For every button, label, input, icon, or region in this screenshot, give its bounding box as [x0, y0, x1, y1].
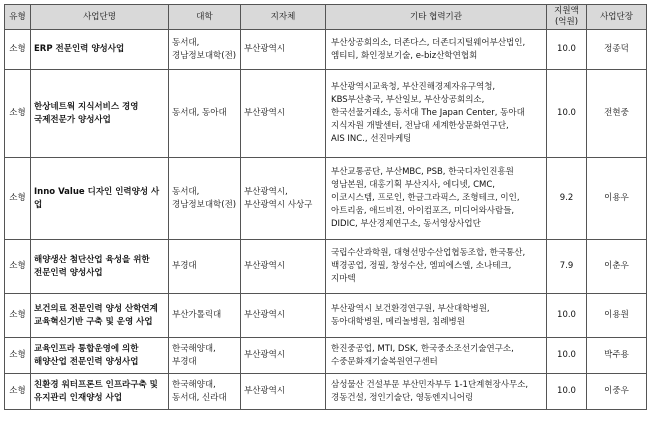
project-name-cell-line: 해양생산 첨단산업 육성을 위한 — [34, 254, 150, 265]
header-row — [5, 5, 647, 30]
partners-cell-line: 부산광역시교육청, 부산진해경제자유구역청, — [331, 82, 496, 92]
project-name-cell — [31, 338, 169, 374]
partners-cell-line: 한진중공업, MTI, DSK, 한국중소조선기술연구소, — [331, 343, 514, 354]
header-type: 유형 — [5, 5, 31, 30]
partners-cell-line: DIDIC, 부산경제연구소, 동서영상사업단 — [331, 219, 481, 229]
project-name-cell — [31, 70, 169, 158]
partners-cell-line: 동아대학병원, 메리놀병원, 침례병원 — [331, 316, 465, 327]
partners-cell-line: 국립수산과학원, 대형선망수산업협동조합, 한국통산, — [331, 248, 526, 258]
amount-cell: 10.0 — [547, 30, 587, 70]
amount-cell: 10.0 — [547, 374, 587, 410]
table-row — [5, 240, 647, 294]
type-cell: 소형 — [5, 374, 31, 410]
project-name-cell-line: 한상네트웍 지식서비스 경영 — [34, 101, 139, 112]
amount-cell: 7.9 — [547, 240, 587, 294]
type-cell: 소형 — [5, 240, 31, 294]
type-cell: 소형 — [5, 30, 31, 70]
partners-cell-line: 이코시스템, 프로인, 한글그라픽스, 조형테크, 이인, — [331, 193, 520, 203]
project-name-cell-line: 전문인력 양성사업 — [34, 267, 103, 278]
type-cell: 소형 — [5, 70, 31, 158]
partners-cell-line: 한국선물거래소, 동서대 The Japan Center, 동아대 — [331, 108, 525, 118]
region-cell-line: 부산광역시 — [244, 310, 286, 320]
project-name-cell-line: 보건의료 전문인력 양성 산학연계 — [34, 303, 158, 314]
table-row — [5, 374, 647, 410]
type-cell: 소형 — [5, 338, 31, 374]
project-name-cell-line: 해양산업 전문인력 양성사업 — [34, 356, 139, 367]
university-cell-line: 한국해양대, — [172, 343, 216, 354]
project-name-cell-line: ERP 전문인력 양성사업 — [34, 44, 125, 54]
project-name-cell — [31, 294, 169, 338]
university-cell-line: 동서대, 동아대 — [172, 108, 227, 118]
amount-cell: 10.0 — [547, 294, 587, 338]
amount-cell: 10.0 — [547, 70, 587, 158]
university-cell — [169, 374, 241, 410]
university-cell-line: 부경대 — [172, 261, 197, 271]
amount-cell: 10.0 — [547, 338, 587, 374]
partners-cell — [326, 294, 547, 338]
university-cell — [169, 70, 241, 158]
partners-cell — [326, 240, 547, 294]
partners-cell — [326, 70, 547, 158]
leader-cell: 박주용 — [587, 338, 647, 374]
table-row — [5, 30, 647, 70]
university-cell-line: 동서대, — [172, 186, 200, 197]
partners-cell-line: 백경공업, 정필, 창성수산, 엠피에스엘, 소나테크, — [331, 261, 512, 271]
university-cell-line: 동서대, 신라대 — [172, 392, 227, 403]
header-project: 사업단명 — [31, 5, 169, 30]
header-leader: 사업단장 — [587, 5, 647, 30]
partners-cell-line: 부산상공회의소, 더존다스, 더존디지털웨어부산법인, — [331, 37, 526, 48]
partners-cell-line: KBS부산총국, 부산일보, 부산상공회의소, — [331, 95, 485, 105]
leader-cell: 전현중 — [587, 70, 647, 158]
university-cell — [169, 240, 241, 294]
project-name-cell-line: 교육인프라 통합운영에 의한 — [34, 343, 139, 354]
project-name-cell — [31, 240, 169, 294]
partners-cell-line: 지마텍 — [331, 274, 356, 284]
partners-cell-line: 부산광역시 보건환경연구원, 부산대학병원, — [331, 303, 490, 314]
table-row — [5, 294, 647, 338]
university-cell-line: 한국해양대, — [172, 379, 216, 390]
region-cell — [241, 240, 326, 294]
university-cell — [169, 294, 241, 338]
header-amount-line1: 지원액 — [554, 6, 579, 16]
region-cell-line: 부산광역시 — [244, 350, 286, 360]
region-cell-line: 부산광역시 — [244, 386, 286, 396]
table-row — [5, 70, 647, 158]
university-cell-line: 동서대, — [172, 37, 200, 48]
region-cell — [241, 158, 326, 240]
university-cell-line: 경남정보대학(전) — [172, 50, 237, 61]
leader-cell: 이중우 — [587, 374, 647, 410]
partners-cell-line: 경동건설, 정인기술단, 영동엔지니어링 — [331, 392, 474, 403]
project-name-cell-line: 교육혁신기반 구축 및 운영 사업 — [34, 316, 153, 327]
leader-cell: 이용우 — [587, 158, 647, 240]
university-cell — [169, 158, 241, 240]
header-amount-line2: (억원) — [554, 17, 579, 27]
partners-cell-line: 아트리움, 애드비젼, 아이컴포즈, 미디어와사람들, — [331, 206, 515, 216]
partners-cell — [326, 158, 547, 240]
university-cell-line: 부산가톨릭대 — [172, 310, 222, 320]
university-cell — [169, 338, 241, 374]
project-name-cell-line: 국제전문가 양성사업 — [34, 114, 111, 125]
leader-cell: 정종덕 — [587, 30, 647, 70]
partners-cell-line: AIS INC., 선진마케팅 — [331, 134, 412, 144]
region-cell — [241, 374, 326, 410]
table-body — [5, 30, 647, 410]
region-cell-line: 부산광역시 사상구 — [244, 199, 313, 210]
partners-cell-line: 삼성물산 건설부문 부산민자부두 1-1단계현장사무소, — [331, 379, 529, 390]
partners-cell-line: 엠티티, 화인정보기술, e-biz산학연협회 — [331, 50, 478, 61]
university-cell-line: 부경대 — [172, 356, 197, 367]
partners-cell — [326, 374, 547, 410]
region-cell-line: 부산광역시 — [244, 44, 286, 54]
consortium-table — [4, 4, 647, 410]
university-cell — [169, 30, 241, 70]
partners-cell-line: 영남본원, 대홍기획 부산지사, 에디넷, CMC, — [331, 180, 495, 190]
partners-cell-line: 지식자원 개발센터, 전남대 세계한상문화연구단, — [331, 121, 509, 131]
project-name-cell-line: 유지관리 인재양성 사업 — [34, 392, 123, 403]
partners-cell-line: 수중문화재기술복원연구센터 — [331, 356, 438, 367]
header-region: 지자체 — [241, 5, 326, 30]
partners-cell — [326, 338, 547, 374]
header-partners: 기타 협력기관 — [326, 5, 547, 30]
project-name-cell-line: 친환경 워터프론트 인프라구축 및 — [34, 379, 158, 390]
leader-cell: 이용원 — [587, 294, 647, 338]
type-cell: 소형 — [5, 158, 31, 240]
partners-cell — [326, 30, 547, 70]
amount-cell: 9.2 — [547, 158, 587, 240]
table-row — [5, 158, 647, 240]
region-cell — [241, 338, 326, 374]
region-cell-line: 부산광역시, — [244, 186, 288, 197]
region-cell-line: 부산광역시 — [244, 261, 286, 271]
header-university: 대학 — [169, 5, 241, 30]
header-amount — [547, 5, 587, 30]
university-cell-line: 경남정보대학(전) — [172, 199, 237, 210]
project-name-cell — [31, 158, 169, 240]
table-row — [5, 338, 647, 374]
project-name-cell — [31, 30, 169, 70]
leader-cell: 이춘우 — [587, 240, 647, 294]
type-cell: 소형 — [5, 294, 31, 338]
partners-cell-line: 부산교통공단, 부산MBC, PSB, 한국디자인진흥원 — [331, 167, 514, 177]
region-cell — [241, 70, 326, 158]
region-cell — [241, 294, 326, 338]
region-cell-line: 부산광역시 — [244, 108, 286, 118]
project-name-cell — [31, 374, 169, 410]
project-name-cell-line: Inno Value 디자인 인력양성 사업 — [34, 186, 160, 210]
region-cell — [241, 30, 326, 70]
